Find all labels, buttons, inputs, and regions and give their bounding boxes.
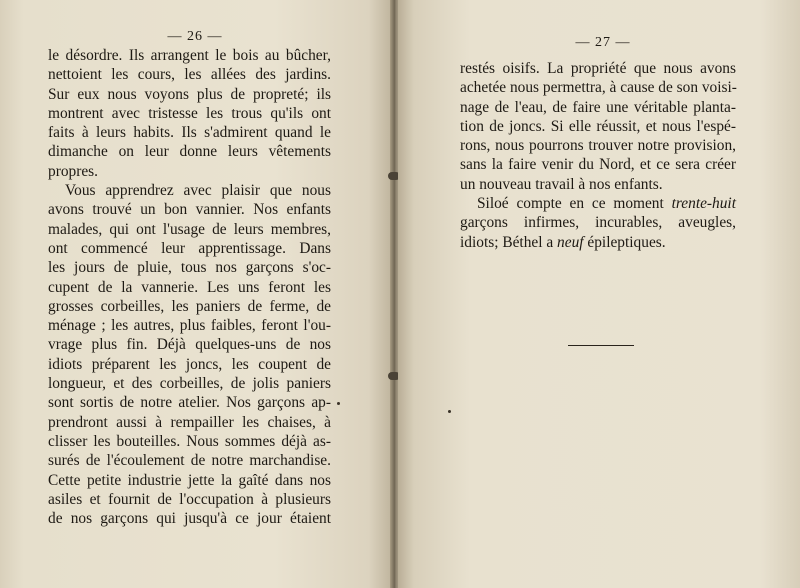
text-line: vrage plus fin. Déjà quelques-uns de nos (48, 336, 331, 354)
ink-speck (337, 402, 340, 405)
text-line: un nouveau travail à nos enfants. (460, 175, 663, 193)
page-number-left: — 26 — (167, 29, 223, 44)
text-run: Siloé compte en ce moment (477, 195, 672, 213)
text-run: épileptiques. (583, 233, 666, 251)
text-line (460, 233, 736, 252)
text-line: nettoient les cours, les allées des jardins. (48, 66, 331, 84)
text-line: sont sortis de notre atelier. Nos garçons ap- (48, 394, 331, 412)
text-line: ont commencé leur apprentissage. Dans (48, 239, 331, 257)
text-line: prendront aussi à rempailler les chaises, à (48, 413, 331, 431)
ink-speck (448, 410, 451, 413)
text-line: sans la faire venir du Nord, et ce sera créer (460, 156, 736, 174)
text-line: grosses corbeilles, les paniers de ferme, de (48, 297, 331, 315)
text-line: garçons infirmes, incurables, aveugles, (460, 214, 736, 232)
text-line: nage de l'eau, de faire une véritable planta- (460, 98, 736, 116)
text-line: propres. (48, 162, 99, 180)
text-line: cupent de la vannerie. Les uns feront les (48, 278, 331, 296)
text-line (460, 194, 736, 213)
text-line: surés de l'écoulement de notre marchandise. (48, 452, 331, 470)
page-number-right: — 27 — (575, 35, 631, 50)
text-line: Sur eux nous voyons plus de propreté; ils (48, 85, 331, 103)
section-divider (568, 345, 634, 346)
right-page (398, 0, 800, 588)
text-line: montrent avec tristesse les trous qu'ils ont (48, 104, 331, 122)
italic-text: trente-huit (671, 195, 736, 213)
text-line: ménage ; les autres, plus faibles, feront l'ou- (48, 317, 331, 335)
text-line: les jours de pluie, tous nos garçons s'oc- (48, 259, 331, 277)
italic-text: neuf (557, 233, 584, 251)
text-line: longueur, et des corbeilles, de jolis paniers (48, 375, 331, 393)
text-line: le désordre. Ils arrangent le bois au bûcher, (48, 47, 331, 64)
text-line: avons trouvé un bon vannier. Nos enfants (48, 201, 331, 219)
text-line: clisser les bouteilles. Nous sommes déjà as- (48, 432, 331, 450)
text-line: restés oisifs. La propriété que nous avons (460, 60, 736, 77)
text-line: dimanche on leur donne leurs vêtements (48, 143, 331, 161)
text-line: idiots préparent les joncs, les coupent de (48, 355, 331, 373)
left-page (0, 0, 392, 588)
right-page-text (460, 59, 736, 252)
text-line: Vous apprendrez avec plaisir que nous (65, 182, 331, 200)
text-line: de nos garçons qui jusqu'à ce jour étaient (48, 510, 331, 528)
text-line: tion de joncs. Si elle réussit, et nous l'espé- (460, 117, 736, 135)
text-line: faits à leurs habits. Ils s'admirent quand le (48, 124, 331, 142)
text-line: achetée nous permettra, à cause de son voisi- (460, 79, 737, 97)
text-run: idiots; Béthel a (460, 233, 558, 251)
text-line: rons, nous pourrons trouver notre provision, (460, 137, 736, 155)
text-line: asiles et fournit de l'occupation à plusieurs (48, 490, 331, 508)
text-line: malades, qui ont l'usage de leurs membres, (48, 220, 331, 238)
left-page-text (48, 46, 331, 528)
text-line: Cette petite industrie jette la gaîté dans nos (48, 471, 331, 489)
